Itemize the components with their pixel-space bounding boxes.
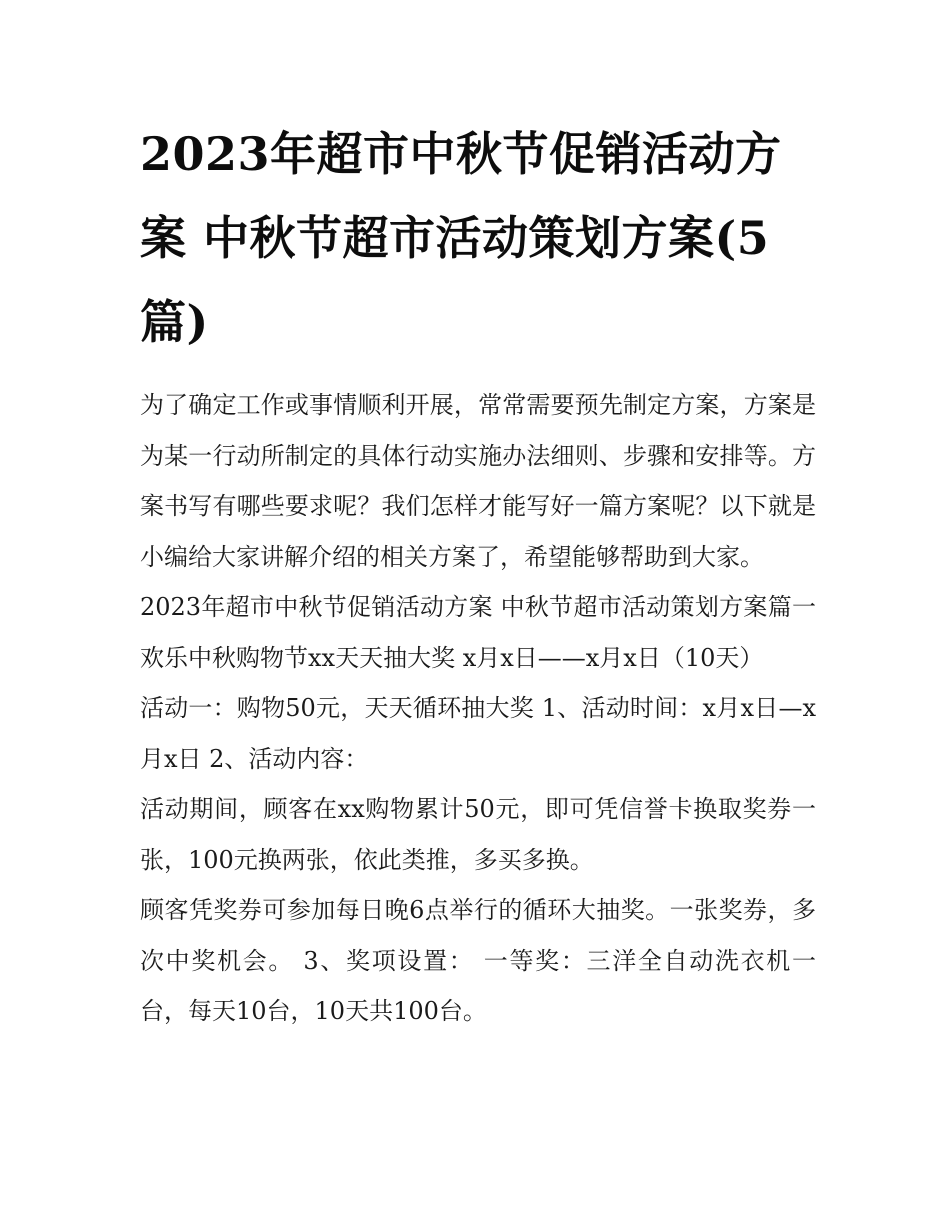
section-heading-paragraph: 2023年超市中秋节促销活动方案 中秋节超市活动策划方案篇一 欢乐中秋购物节xx天天抽大奖 x月x日——x月x日（10天） (140, 593, 816, 672)
intro-paragraph: 为了确定工作或事情顺利开展，常常需要预先制定方案，方案是为某一行动所制定的具体行动实施办法细则、步骤和安排等。方案书写有哪些要求呢？我们怎样才能写好一篇方案呢？以下就是小编给大家讲解介绍的相关方案了，希望能够帮助到大家。 (140, 391, 816, 571)
activity-one-paragraph: 活动一：购物50元，天天循环抽大奖 1、活动时间：x月x日—x月x日 2、活动内容： (140, 694, 816, 773)
document-title: 2023年超市中秋节促销活动方案 中秋节超市活动策划方案(5篇) (140, 127, 782, 349)
activity-details-paragraph: 活动期间，顾客在xx购物累计50元，即可凭信誉卡换取奖券一张，100元换两张，依此类推，多买多换。 (140, 795, 816, 874)
prize-paragraph: 顾客凭奖券可参加每日晚6点举行的循环大抽奖。一张奖券，多次中奖机会。 3、奖项设置： 一等奖：三洋全自动洗衣机一台，每天10台，10天共100台。 (140, 896, 816, 1025)
document-body (140, 112, 816, 1037)
